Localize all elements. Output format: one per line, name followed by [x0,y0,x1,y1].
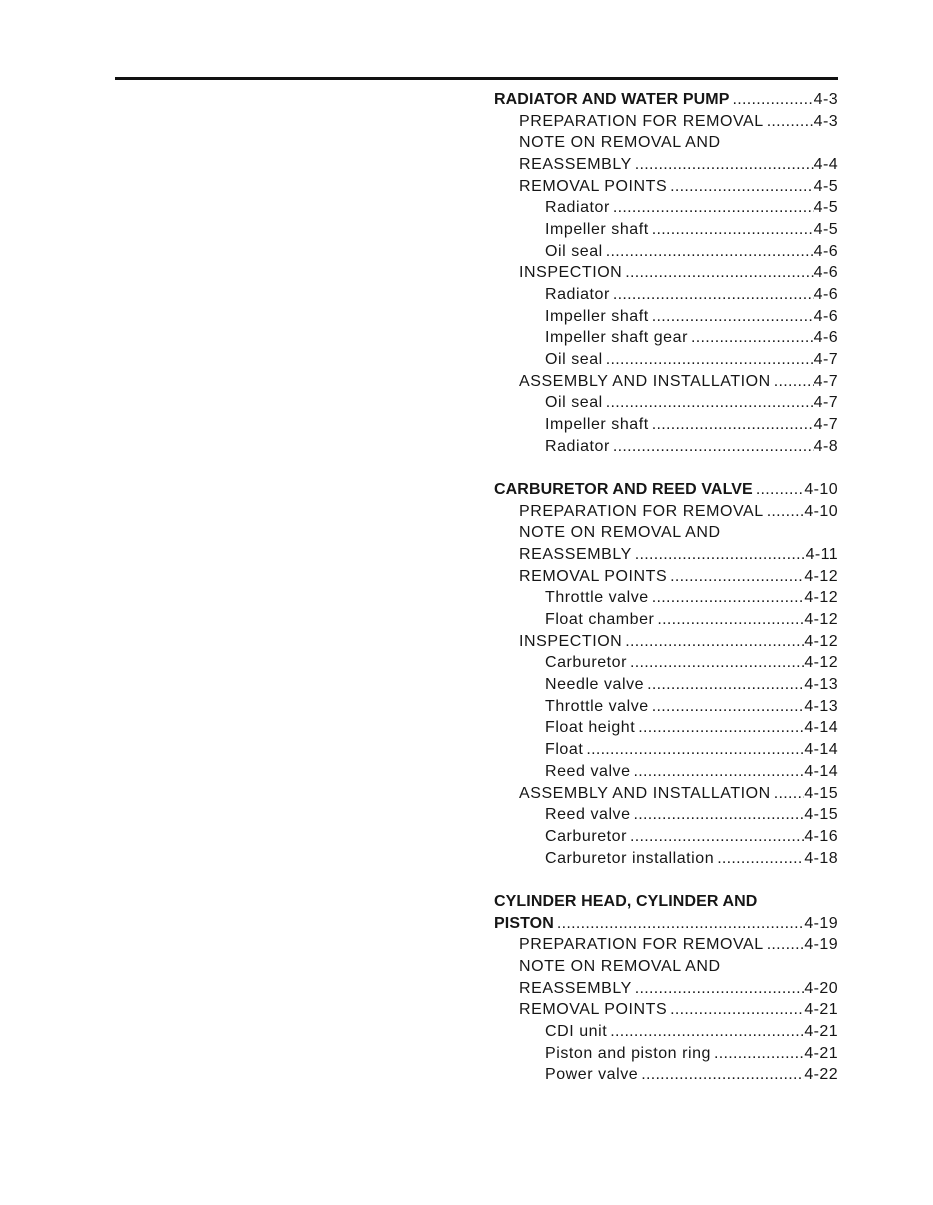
toc-entry [494,717,838,739]
toc-page-number: 4-3 [813,112,838,130]
dot-leader [613,284,814,306]
header-rule [115,77,838,80]
dot-leader [652,414,814,436]
toc-entry-line [494,631,838,653]
toc-entry [494,587,838,609]
toc-entry [494,522,838,565]
toc-page-number: 4-7 [813,394,838,412]
toc-page-number: 4-16 [804,827,838,845]
toc-entry-line [494,219,838,241]
toc-entry-line [494,89,838,111]
dot-leader [613,197,814,219]
toc-entry-title: Carburetor [545,827,627,845]
toc-entry-line [494,761,838,783]
toc-entry-title: Reed valve [545,806,631,824]
toc-page-number: 4-21 [804,1001,838,1019]
toc-page-number: 4-14 [804,762,838,780]
toc-entry [494,999,838,1021]
toc-entry-title: INSPECTION [519,264,623,282]
toc-entry [494,349,838,371]
toc-entry [494,414,838,436]
dot-leader [557,913,805,935]
toc-entry [494,631,838,653]
toc-page-number: 4-6 [813,307,838,325]
toc-page-number: 4-18 [804,849,838,867]
toc-entry [494,501,838,523]
toc-entry-title: Oil seal [545,351,603,369]
toc-entry-title: REMOVAL POINTS [519,567,668,585]
toc-entry [494,306,838,328]
toc-entry-title: Float height [545,719,636,737]
toc-entry-line [494,371,838,393]
toc-entry-title: REASSEMBLY [519,156,632,174]
toc-entry-title: Throttle valve [545,589,649,607]
toc-entry-line [494,111,838,133]
dot-leader [630,826,804,848]
toc-entry-line [494,262,838,284]
toc-entry-line [494,848,838,870]
toc-entry-line [494,392,838,414]
toc-entry-line [494,522,838,544]
toc-entry-title: Radiator [545,286,610,304]
toc-chapter-entry [494,89,838,111]
dot-leader [635,544,806,566]
dot-leader [606,392,814,414]
toc-entry-line [494,609,838,631]
toc-entry-line [494,891,838,913]
toc-entry-title: Needle valve [545,676,645,694]
dot-leader [756,479,805,501]
toc-entry-title: Float [545,741,584,759]
toc-entry-title: ASSEMBLY AND INSTALLATION [519,784,771,802]
dot-leader [641,1064,804,1086]
toc-entry-line [494,197,838,219]
dot-leader [774,371,814,393]
toc-entry [494,652,838,674]
toc-entry [494,219,838,241]
toc-entry-title: CDI unit [545,1022,608,1040]
toc-entry-line [494,306,838,328]
toc-entry-title: Impeller shaft [545,307,649,325]
toc-page-number: 4-12 [804,632,838,650]
dot-leader [634,804,805,826]
dot-leader [625,631,804,653]
toc-page-number: 4-14 [804,741,838,759]
toc-page-number: 4-7 [813,351,838,369]
toc-page-number: 4-13 [804,697,838,715]
toc-entry-line [494,1064,838,1086]
table-of-contents [494,89,838,1086]
toc-page-number: 4-10 [804,481,838,499]
dot-leader [652,219,814,241]
toc-entry-title: REASSEMBLY [519,546,632,564]
dot-leader [767,111,814,133]
toc-entry-line [494,414,838,436]
toc-page-number: 4-8 [813,437,838,455]
toc-entry-title: PREPARATION FOR REMOVAL [519,936,764,954]
toc-entry-line [494,154,838,176]
toc-page-number: 4-12 [804,611,838,629]
toc-entry-title: Power valve [545,1066,639,1084]
toc-entry-line [494,783,838,805]
dot-leader [638,717,804,739]
toc-entry-line [494,934,838,956]
toc-entry [494,436,838,458]
toc-page-number: 4-5 [813,177,838,195]
toc-entry-title-line1: NOTE ON REMOVAL AND [519,524,721,542]
dot-leader [767,934,805,956]
toc-entry-line [494,999,838,1021]
toc-entry-line [494,804,838,826]
toc-page-number: 4-20 [804,979,838,997]
toc-entry-line [494,479,838,501]
toc-page-number: 4-10 [804,502,838,520]
toc-page-number: 4-6 [813,264,838,282]
toc-page-number: 4-19 [804,936,838,954]
dot-leader [625,262,813,284]
toc-entry [494,1021,838,1043]
toc-entry-line [494,696,838,718]
dot-leader [652,696,805,718]
toc-page-number: 4-7 [813,372,838,390]
toc-entry-title: Radiator [545,199,610,217]
toc-entry [494,111,838,133]
toc-page-number: 4-12 [804,589,838,607]
toc-entry-line [494,436,838,458]
toc-entry-line [494,587,838,609]
toc-entry-title: ASSEMBLY AND INSTALLATION [519,372,771,390]
toc-entry [494,241,838,263]
toc-entry [494,826,838,848]
toc-entry-title: Radiator [545,437,610,455]
toc-page-number: 4-15 [804,806,838,824]
dot-leader [714,1043,804,1065]
toc-entry [494,609,838,631]
toc-entry [494,739,838,761]
toc-entry-title: PREPARATION FOR REMOVAL [519,112,764,130]
toc-entry-line [494,284,838,306]
toc-entry-title: CARBURETOR AND REED VALVE [494,481,753,499]
dot-leader [652,306,814,328]
dot-leader [630,652,804,674]
toc-entry-title: Piston and piston ring [545,1044,711,1062]
dot-leader [774,783,805,805]
toc-entry-line [494,739,838,761]
toc-entry-line [494,652,838,674]
toc-entry [494,392,838,414]
toc-entry-title: Throttle valve [545,697,649,715]
toc-entry [494,848,838,870]
toc-chapter-entry [494,891,838,934]
dot-leader [717,848,804,870]
toc-entry [494,284,838,306]
toc-entry-title: Float chamber [545,611,655,629]
toc-entry-title: REMOVAL POINTS [519,1001,668,1019]
toc-entry [494,1064,838,1086]
toc-entry [494,804,838,826]
toc-entry [494,371,838,393]
toc-entry [494,761,838,783]
toc-entry [494,566,838,588]
toc-entry-line [494,956,838,978]
dot-leader [606,349,814,371]
toc-entry-title-line1: CYLINDER HEAD, CYLINDER AND [494,892,758,910]
toc-entry-title: INSPECTION [519,632,623,650]
toc-page-number: 4-19 [804,914,838,932]
toc-page-number: 4-6 [813,242,838,260]
toc-page-number: 4-15 [804,784,838,802]
dot-leader [652,587,805,609]
toc-entry-line [494,717,838,739]
toc-entry-title: Oil seal [545,242,603,260]
toc-entry-line [494,566,838,588]
dot-leader [586,739,804,761]
toc-entry-title: Impeller shaft [545,221,649,239]
dot-leader [657,609,804,631]
dot-leader [670,566,804,588]
toc-entry-line [494,501,838,523]
toc-entry-title: PISTON [494,914,554,932]
toc-entry-line [494,544,838,566]
dot-leader [606,241,814,263]
dot-leader [635,154,814,176]
dot-leader [732,89,813,111]
toc-entry-title: Carburetor [545,654,627,672]
toc-entry-title: REASSEMBLY [519,979,632,997]
toc-page-number: 4-3 [813,91,838,108]
toc-entry-title: Impeller shaft gear [545,329,688,347]
toc-entry-line [494,241,838,263]
dot-leader [647,674,804,696]
toc-chapter-entry [494,479,838,501]
toc-entry-title: REMOVAL POINTS [519,177,668,195]
toc-entry-line [494,327,838,349]
toc-entry-title-line1: NOTE ON REMOVAL AND [519,957,721,975]
dot-leader [635,978,805,1000]
toc-entry [494,783,838,805]
toc-section [494,891,838,1086]
toc-entry-title: Impeller shaft [545,416,649,434]
toc-entry-line [494,349,838,371]
toc-page-number: 4-22 [804,1066,838,1084]
toc-entry [494,934,838,956]
toc-entry-line [494,1043,838,1065]
toc-entry-line [494,978,838,1000]
dot-leader [610,1021,804,1043]
toc-entry-title: Reed valve [545,762,631,780]
toc-entry [494,1043,838,1065]
toc-entry-line [494,132,838,154]
dot-leader [670,176,814,198]
dot-leader [634,761,805,783]
toc-entry-line [494,1021,838,1043]
toc-entry-line [494,674,838,696]
toc-entry [494,197,838,219]
toc-entry [494,956,838,999]
toc-page-number: 4-5 [813,199,838,217]
toc-entry [494,696,838,718]
dot-leader [613,436,814,458]
toc-entry-line [494,826,838,848]
toc-page-number: 4-4 [813,156,838,174]
toc-page-number: 4-21 [804,1022,838,1040]
toc-entry [494,132,838,175]
toc-entry-title: RADIATOR AND WATER PUMP [494,91,730,108]
toc-page-number: 4-13 [804,676,838,694]
toc-entry-line [494,913,838,935]
toc-page-number: 4-12 [804,654,838,672]
toc-page-number: 4-5 [813,221,838,239]
toc-entry-title: PREPARATION FOR REMOVAL [519,502,764,520]
toc-section [494,89,838,457]
toc-entry [494,176,838,198]
toc-page-number: 4-12 [804,567,838,585]
toc-page-number: 4-6 [813,286,838,304]
toc-section [494,479,838,869]
toc-page-number: 4-6 [813,329,838,347]
toc-entry-title-line1: NOTE ON REMOVAL AND [519,134,721,152]
toc-page-number: 4-21 [804,1044,838,1062]
toc-page-number: 4-7 [813,416,838,434]
toc-page-number: 4-14 [804,719,838,737]
toc-page-number: 4-11 [805,546,838,564]
toc-entry-title: Oil seal [545,394,603,412]
toc-entry-line [494,176,838,198]
toc-entry-title: Carburetor installation [545,849,715,867]
toc-entry [494,674,838,696]
dot-leader [670,999,804,1021]
toc-entry [494,327,838,349]
dot-leader [691,327,814,349]
dot-leader [767,501,805,523]
toc-entry [494,262,838,284]
